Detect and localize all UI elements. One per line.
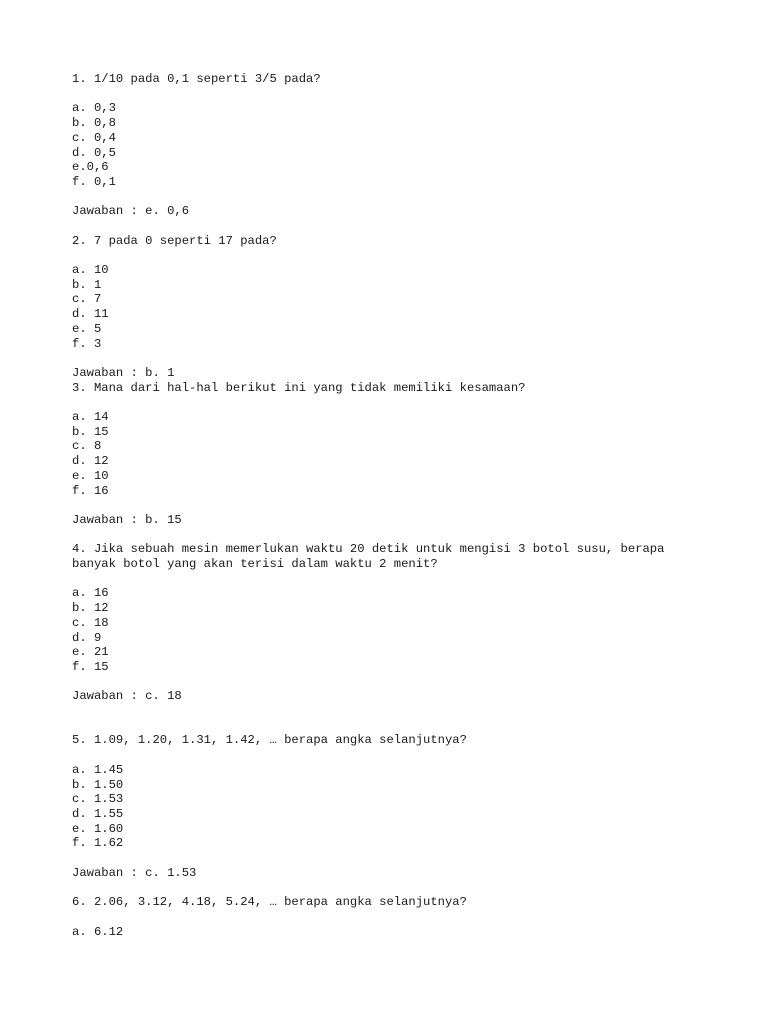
answer-3: Jawaban : b. 15 [72, 512, 182, 527]
option-b: b. 12 [72, 601, 109, 616]
option-a: a. 10 [72, 263, 109, 278]
option-e: e. 21 [72, 645, 109, 660]
option-a: a. 6.12 [72, 924, 124, 939]
blank-line [72, 190, 712, 205]
blank-line [72, 704, 712, 719]
answer-4: Jawaban : c. 18 [72, 689, 182, 704]
question-3: 3. Mana dari hal-hal berikut ini yang tidak memiliki kesamaan? [72, 380, 526, 395]
option-d: d. 12 [72, 454, 109, 469]
option-a: a. 0,3 [72, 101, 116, 116]
blank-line [72, 748, 712, 763]
option-b: b. 1 [72, 277, 102, 292]
blank-line [72, 910, 712, 925]
blank-line [72, 675, 712, 690]
option-e: e. 1.60 [72, 821, 124, 836]
blank-line [72, 528, 712, 543]
option-d: d. 1.55 [72, 806, 124, 821]
option-d: d. 11 [72, 307, 109, 322]
option-f: f. 16 [72, 483, 109, 498]
option-b: b. 1.50 [72, 777, 124, 792]
blank-line [72, 880, 712, 895]
question-5: 5. 1.09, 1.20, 1.31, 1.42, … berapa angka selanjutnya? [72, 733, 467, 748]
question-1: 1. 1/10 pada 0,1 seperti 3/5 pada? [72, 72, 321, 86]
question-2: 2. 7 pada 0 seperti 17 pada? [72, 233, 277, 248]
option-d: d. 9 [72, 630, 102, 645]
option-f: f. 3 [72, 336, 102, 351]
option-a: a. 16 [72, 586, 109, 601]
question-4-line-2: banyak botol yang akan terisi dalam waktu 2 menit? [72, 557, 438, 572]
option-c: c. 18 [72, 615, 109, 630]
option-f: f. 0,1 [72, 174, 116, 189]
blank-line [72, 395, 712, 410]
option-d: d. 0,5 [72, 145, 116, 160]
blank-line [72, 498, 712, 513]
option-e: e.0,6 [72, 160, 109, 175]
blank-line [72, 572, 712, 587]
option-e: e. 10 [72, 468, 109, 483]
blank-line [72, 87, 712, 102]
blank-line [72, 351, 712, 366]
option-f: f. 1.62 [72, 836, 124, 851]
answer-1: Jawaban : e. 0,6 [72, 204, 190, 219]
blank-line [72, 248, 712, 263]
question-4-line-1: 4. Jika sebuah mesin memerlukan waktu 20 detik untuk mengisi 3 botol susu, berapa [72, 542, 665, 557]
answer-2: Jawaban : b. 1 [72, 365, 175, 380]
option-e: e. 5 [72, 321, 102, 336]
answer-5: Jawaban : c. 1.53 [72, 865, 197, 880]
option-b: b. 0,8 [72, 116, 116, 131]
blank-line [72, 219, 712, 234]
option-a: a. 1.45 [72, 762, 124, 777]
blank-line [72, 851, 712, 866]
document-body [72, 72, 712, 939]
blank-line [72, 719, 712, 734]
option-c: c. 7 [72, 292, 102, 307]
option-b: b. 15 [72, 424, 109, 439]
question-6: 6. 2.06, 3.12, 4.18, 5.24, … berapa angka selanjutnya? [72, 895, 467, 910]
option-a: a. 14 [72, 410, 109, 425]
option-f: f. 15 [72, 659, 109, 674]
option-c: c. 1.53 [72, 792, 124, 807]
option-c: c. 8 [72, 439, 102, 454]
option-c: c. 0,4 [72, 130, 116, 145]
